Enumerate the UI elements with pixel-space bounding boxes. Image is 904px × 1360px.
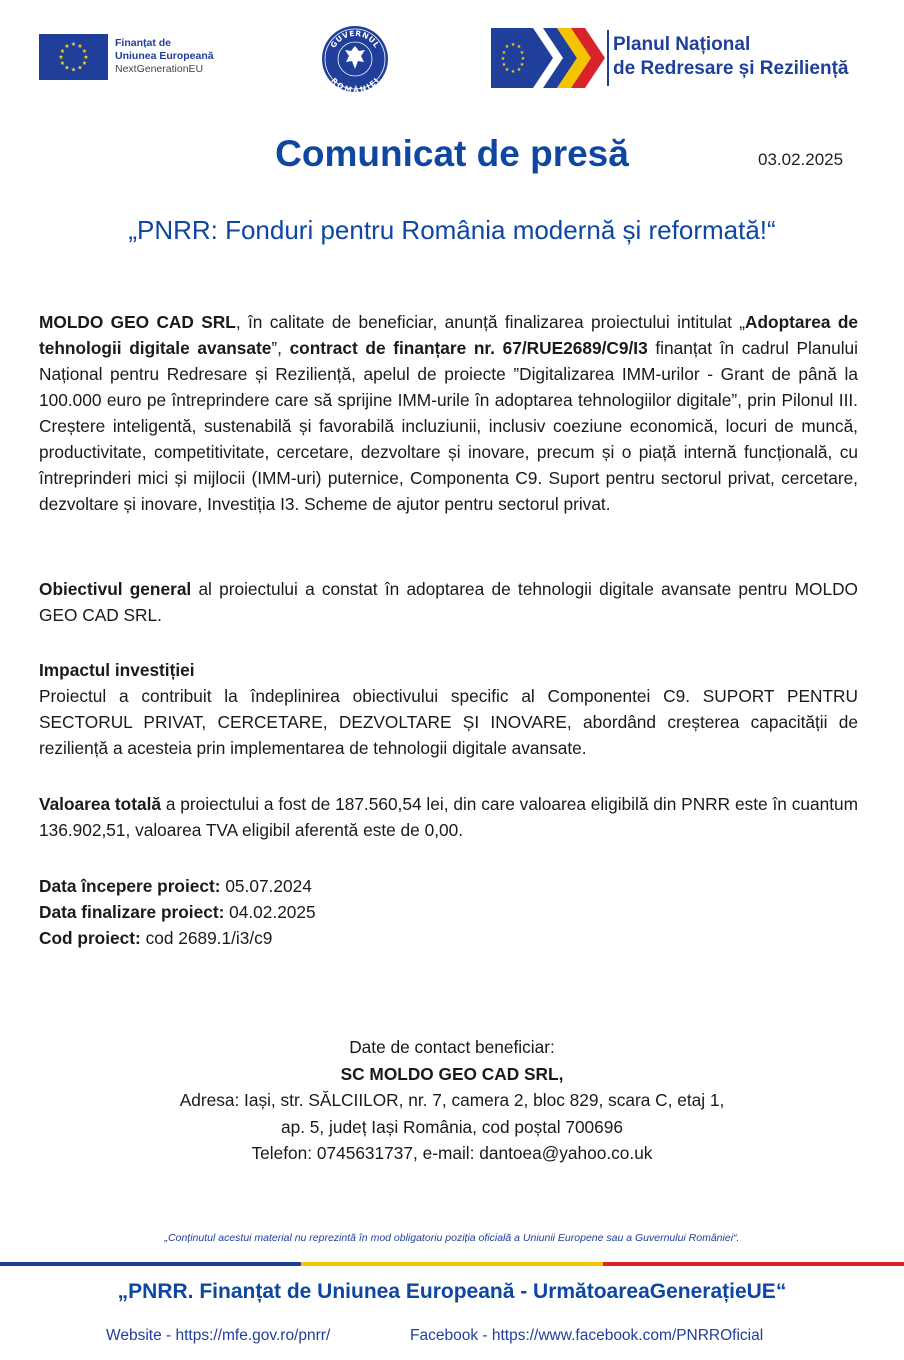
svg-text:★: ★: [516, 44, 522, 50]
gov-seal-icon: [320, 24, 390, 94]
disclaimer: „Conținutul acestui material nu reprezintă în mod obligatoriu poziția oficială a Uniunii Europene sau a Guvernului României“.: [164, 1232, 740, 1244]
svg-text:★: ★: [500, 56, 506, 62]
contact-block: [0, 1034, 904, 1167]
page-title: Comunicat de presă: [275, 133, 629, 174]
svg-text:★: ★: [501, 62, 507, 68]
contact-company: SC MOLDO GEO CAD SRL,: [340, 1063, 564, 1084]
svg-text:★: ★: [504, 44, 510, 50]
svg-text:★: ★: [70, 41, 77, 48]
svg-text:★: ★: [501, 50, 507, 56]
project-code-value: cod 2689.1/i3/c9: [140, 928, 273, 948]
pnrr-logo-text: [613, 33, 849, 81]
paragraph-intro: [39, 309, 858, 517]
beneficiary-name: MOLDO GEO CAD SRL: [39, 312, 236, 332]
romanian-government-seal: [320, 24, 390, 94]
paragraph-value: [39, 791, 858, 843]
project-code-row: [39, 925, 858, 951]
intro-text-1: , în calitate de beneficiar, anunță finalizarea proiectului intitulat „: [235, 312, 745, 332]
objective-text: al proiectului a constat în adoptarea de tehnologii digitale avansate pentru MOLDO GEO CAD SRL.: [39, 579, 858, 625]
tricolor-stripe: [0, 1262, 904, 1266]
svg-text:★: ★: [520, 56, 526, 62]
stripe-red: [603, 1262, 904, 1266]
start-date-label: Data începere proiect:: [39, 876, 221, 896]
svg-text:★: ★: [504, 67, 510, 73]
pnrr-logo: [491, 28, 605, 88]
svg-text:★: ★: [70, 66, 77, 74]
svg-text:★: ★: [59, 60, 66, 67]
contact-heading: Date de contact beneficiar:: [349, 1037, 555, 1057]
eu-text-line2: Uniunea Europeană: [115, 50, 214, 62]
pnrr-text-line2: de Redresare și Reziliență: [613, 58, 849, 79]
svg-text:★: ★: [64, 64, 70, 72]
project-info: [39, 873, 858, 951]
press-release-date: 03.02.2025: [758, 150, 844, 169]
pnrr-text-line1: Planul Național: [613, 34, 751, 55]
end-date-value: 04.02.2025: [224, 902, 316, 922]
stripe-yellow: [301, 1262, 602, 1266]
paragraph-objective: [39, 576, 858, 628]
seal-top-text: GUVERNUL: [328, 28, 382, 50]
svg-text:★: ★: [83, 54, 89, 61]
intro-text-2: ”,: [271, 338, 290, 358]
page-subtitle: „PNRR: Fonduri pentru România modernă și reformată!“: [128, 215, 776, 245]
website-link[interactable]: Website - https://mfe.gov.ro/pnrr/: [106, 1327, 331, 1344]
svg-text:★: ★: [510, 69, 516, 75]
eu-text-line3: NextGenerationEU: [115, 63, 204, 75]
contract-number: contract de finanțare nr. 67/RUE2689/C9/I3: [289, 338, 648, 358]
svg-text:★: ★: [81, 48, 88, 55]
project-code-label: Cod proiect:: [39, 928, 141, 948]
eu-stars-icon: [39, 34, 108, 80]
svg-text:★: ★: [64, 43, 70, 50]
end-date-row: [39, 899, 858, 925]
contact-address-2: ap. 5, județ Iași România, cod poștal 700696: [280, 1116, 623, 1137]
svg-text:★: ★: [58, 54, 64, 61]
impact-text: Proiectul a contribuit la îndeplinirea obiectivului specific al Componentei C9. SUPORT PENTRU SECTORUL PRIVAT, CERCETARE, DEZVOLTARE ȘI INOVARE, abordând creșterea capacității de reziliență a acesteia prin implementarea de tehnologii digitale avansate.: [39, 686, 858, 758]
value-text: a proiectului a fost de 187.560,54 lei, din care valoarea eligibilă din PNRR este în cuantum 136.902,51, valoarea TVA eligibil aferentă este de 0,00.: [39, 794, 858, 840]
stripe-blue: [0, 1262, 301, 1266]
pnrr-arrows-icon: [491, 28, 605, 88]
svg-text:★: ★: [81, 60, 88, 67]
start-date-row: [39, 873, 858, 899]
svg-text:★: ★: [519, 50, 525, 56]
end-date-label: Data finalizare proiect:: [39, 902, 225, 922]
svg-text:★: ★: [77, 64, 83, 72]
footer-slogan: „PNRR. Finanțat de Uniunea Europeană - UrmătoareaGenerațieUE“: [117, 1280, 787, 1303]
svg-text:★: ★: [519, 62, 525, 68]
svg-text:★: ★: [516, 67, 522, 73]
value-label: Valoarea totală: [39, 794, 162, 814]
start-date-value: 05.07.2024: [220, 876, 312, 896]
project-title: Adoptarea de tehnologii digitale avansate: [39, 312, 858, 358]
contact-address-1: Adresa: Iași, str. SĂLCIILOR, nr. 7, camera 2, bloc 829, scara C, etaj 1,: [179, 1090, 725, 1110]
svg-text:★: ★: [77, 43, 83, 50]
contact-phone-email: Telefon: 0745631737, e-mail: dantoea@yahoo.co.uk: [251, 1143, 653, 1163]
eu-flag-logo: [39, 34, 108, 80]
objective-label: Obiectivul general: [39, 579, 192, 599]
intro-text-3: finanțat în cadrul Planului Național pentru Redresare și Reziliență, apelul de proiecte ”Digitalizarea IMM-urilor - Grant de până la 100.000 euro pe întreprindere care să sprijine IMM-urile în adoptarea tehnologiilor digitale”, prin Pilonul III. Creștere inteligentă, sustenabilă și favorabilă incluziunii, inclusiv coeziune economică, locuri de muncă, productivitate, competitivitate, cercetare, dezvoltare și inovare, precum și o piață internă funcțională, cu întreprinderi mici și mijlocii (IMM-uri) puternice, Componenta C9. Suport pentru sectorul privat, cercetare, dezvoltare și inovare, Investiția I3. Scheme de ajutor pentru sectorul privat.: [39, 338, 859, 514]
eu-funding-text: [115, 37, 214, 76]
impact-heading: Impactul investiției: [39, 660, 195, 680]
svg-text:★: ★: [510, 42, 516, 48]
paragraph-impact: [39, 657, 858, 761]
eu-text-line1: Finanțat de: [115, 37, 172, 49]
seal-bottom-text: ROMÂNIEI: [329, 75, 381, 94]
facebook-link[interactable]: Facebook - https://www.facebook.com/PNRROficial: [410, 1327, 764, 1344]
pnrr-divider: [607, 30, 609, 86]
svg-text:★: ★: [59, 48, 66, 55]
